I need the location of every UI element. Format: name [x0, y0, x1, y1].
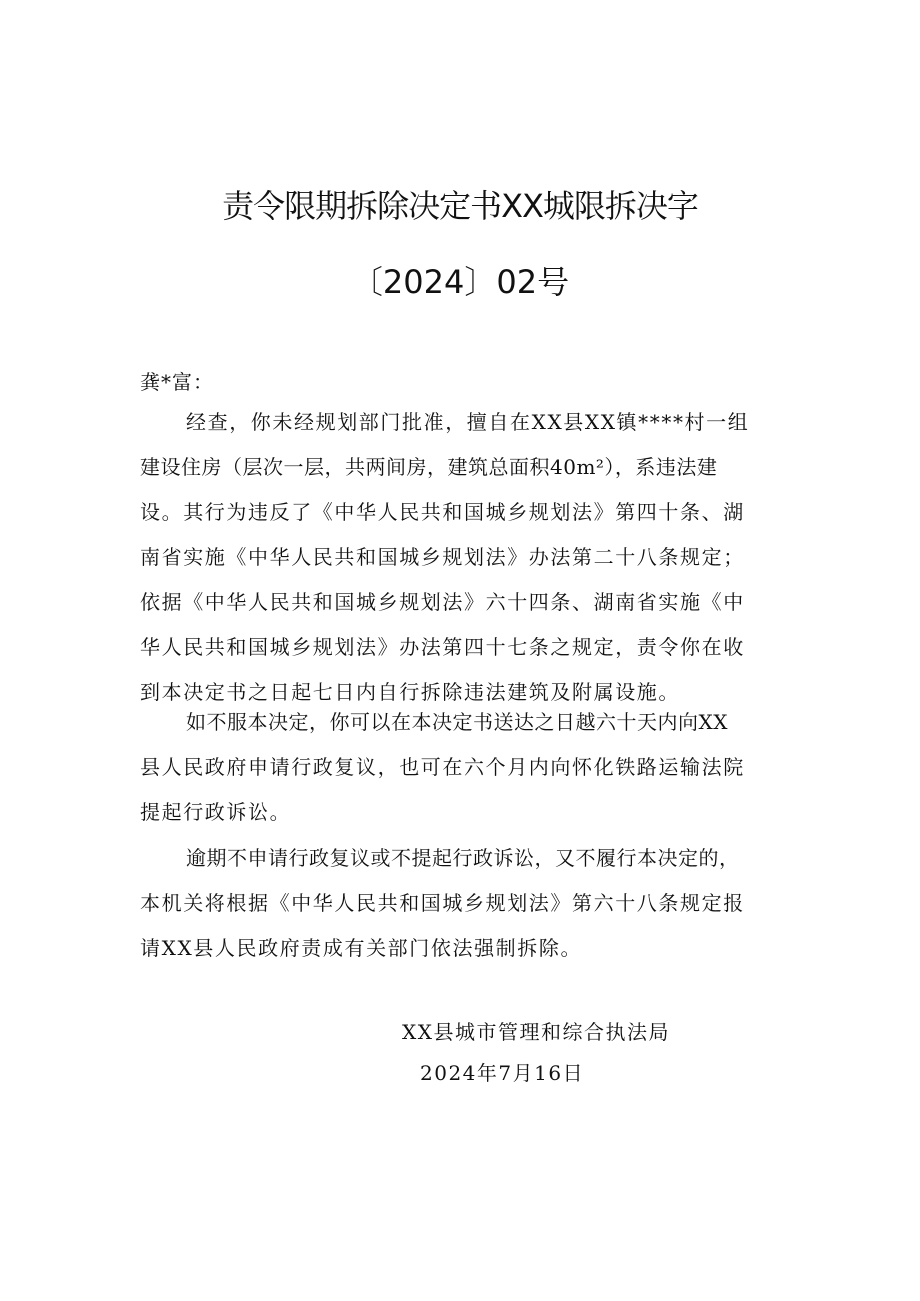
issue-date: 2024年7月16日	[420, 1061, 585, 1085]
paragraph-line: 依据《中华人民共和国城乡规划法》六十四条、湖南省实施《中	[140, 590, 745, 614]
paragraph-line: 提起行政诉讼。	[140, 800, 292, 824]
paragraph-line: 逾期不申请行政复议或不提起行政诉讼，又不履行本决定的，	[186, 846, 740, 870]
document-number: 〔2024〕02号	[350, 263, 570, 301]
paragraph-line: 县人民政府申请行政复议，也可在六个月内向怀化铁路运输法院	[140, 755, 745, 779]
paragraph-line: 南省实施《中华人民共和国城乡规划法》办法第二十八条规定；	[140, 545, 745, 569]
paragraph-line: 经查，你未经规划部门批准，擅自在XX县XX镇****村一组	[186, 410, 750, 434]
paragraph-enforcement	[140, 836, 780, 971]
paragraph-line: 到本决定书之日起七日内自行拆除违法建筑及附属设施。	[140, 680, 680, 704]
document-title: 责令限期拆除决定书XX城限拆决字	[222, 187, 698, 225]
paragraph-line: 如不服本决定，你可以在本决定书送达之日越六十天内向XX	[186, 710, 728, 734]
paragraph-appeal	[140, 700, 780, 835]
paragraph-findings	[140, 400, 780, 715]
paragraph-line: 建设住房（层次一层，共两间房，建筑总面积40m²），系违法建	[140, 455, 718, 479]
paragraph-line: 请XX县人民政府责成有关部门依法强制拆除。	[140, 936, 583, 960]
paragraph-line: 本机关将根据《中华人民共和国城乡规划法》第六十八条规定报	[140, 891, 745, 915]
issuing-organization: XX县城市管理和综合执法局	[402, 1020, 670, 1044]
addressee: 龚*富：	[140, 370, 214, 394]
paragraph-line: 设。其行为违反了《中华人民共和国城乡规划法》第四十条、湖	[140, 500, 745, 524]
paragraph-line: 华人民共和国城乡规划法》办法第四十七条之规定，责令你在收	[140, 635, 745, 659]
